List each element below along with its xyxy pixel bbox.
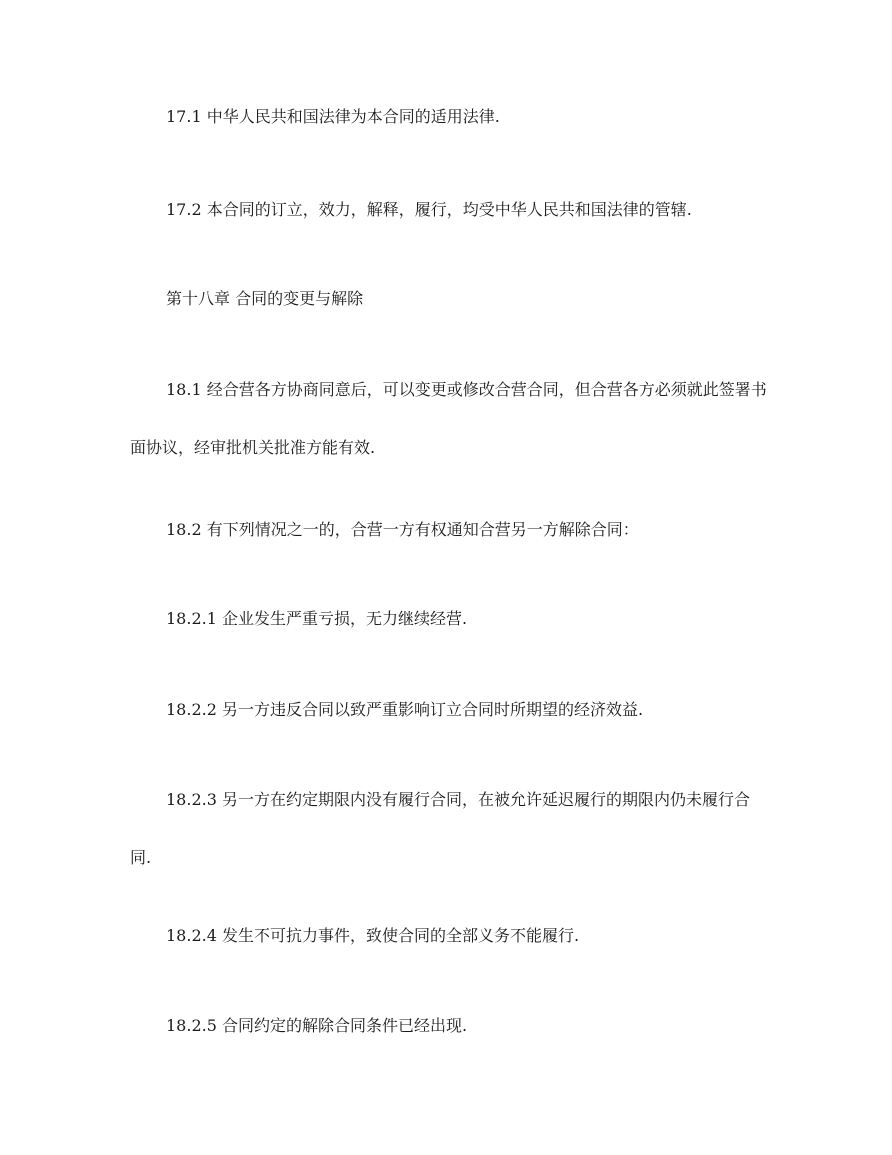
clause-18-2-4: 18.2.4 发生不可抗力事件，致使合同的全部义务不能履行. [166,926,580,945]
clause-18-2-1: 18.2.1 企业发生严重亏损，无力继续经营. [166,609,468,628]
chapter-18-heading: 第十八章 合同的变更与解除 [166,289,364,308]
clause-17-1: 17.1 中华人民共和国法律为本合同的适用法律. [166,107,500,126]
clause-17-2: 17.2 本合同的订立，效力，解释，履行，均受中华人民共和国法律的管辖. [166,200,692,219]
clause-18-2-5: 18.2.5 合同约定的解除合同条件已经出现. [166,1016,468,1035]
clause-18-2-2: 18.2.2 另一方违反合同以致严重影响订立合同时所期望的经济效益. [166,700,644,719]
clause-18-2: 18.2 有下列情况之一的，合营一方有权通知合营另一方解除合同： [166,520,639,539]
clause-18-1: 18.1 经合营各方协商同意后，可以变更或修改合营合同，但合营各方必须就此签署书面协议，经审批机关批准方能有效. [130,380,767,457]
clause-18-2-3: 18.2.3 另一方在约定期限内没有履行合同，在被允许延迟履行的期限内仍未履行合同. [130,790,750,867]
